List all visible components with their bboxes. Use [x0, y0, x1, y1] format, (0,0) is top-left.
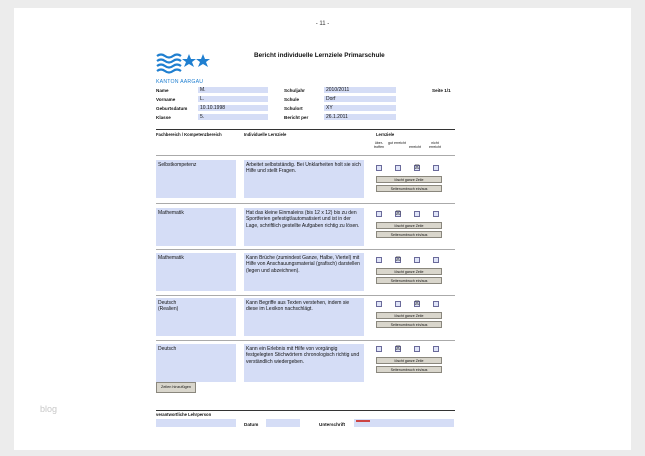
- row-3-check-1[interactable]: ☒: [395, 257, 401, 263]
- label-lehrperson: verantwortliche Lehrperson: [156, 412, 212, 417]
- row-2-delete-button[interactable]: löscht ganze Zeile: [376, 222, 442, 229]
- row-divider: [156, 340, 455, 341]
- row-5-delete-button[interactable]: löscht ganze Zeile: [376, 357, 442, 364]
- row-5-pagebreak-button[interactable]: Seitenumbruch ein/aus: [376, 366, 442, 373]
- vorname-field[interactable]: L.: [198, 96, 268, 102]
- label-bericht-per: Bericht per: [284, 115, 309, 120]
- schulort-field[interactable]: XY: [324, 105, 396, 111]
- row-1-fachbereich[interactable]: Selbstkompetenz: [156, 160, 236, 198]
- row-divider: [156, 249, 455, 250]
- header-rule-top: [156, 129, 455, 130]
- row-1-check-1[interactable]: [395, 165, 401, 171]
- rating-header-3: nicht erreicht: [429, 141, 441, 150]
- row-1-check-2[interactable]: ☒: [414, 165, 420, 171]
- label-vorname: Vorname: [156, 97, 176, 102]
- lehrperson-field[interactable]: [156, 419, 236, 427]
- label-schulort: Schulort: [284, 106, 303, 111]
- row-4-lernziel[interactable]: Kann Begriffe aus Texten verstehen, indem sie diese im Lexikon nachschlägt.: [244, 298, 364, 336]
- row-2-check-0[interactable]: [376, 211, 382, 217]
- kanton-aargau-logo: [156, 52, 218, 78]
- page-number: - 11 -: [315, 21, 330, 27]
- seite-label: Seite 1/1: [432, 88, 451, 93]
- row-1-lernziel[interactable]: Arbeitet selbstständig. Bei Unklarheiten holt sie sich Hilfe und stellt Fragen.: [244, 160, 364, 198]
- footer-rule: [156, 410, 455, 411]
- label-geburtsdatum: Geburtsdatum: [156, 106, 188, 111]
- row-3-pagebreak-button[interactable]: Seitenumbruch ein/aus: [376, 277, 442, 284]
- datum-field[interactable]: [266, 419, 300, 427]
- row-4-pagebreak-button[interactable]: Seitenumbruch ein/aus: [376, 321, 442, 328]
- add-row-button[interactable]: Zeilen hinzufügen: [156, 382, 196, 393]
- row-4-check-2[interactable]: ☒: [414, 301, 420, 307]
- row-5-check-2[interactable]: [414, 346, 420, 352]
- row-4-delete-button[interactable]: löscht ganze Zeile: [376, 312, 442, 319]
- row-2-check-2[interactable]: [414, 211, 420, 217]
- row-divider: [156, 155, 455, 156]
- row-3-lernziel[interactable]: Kann Brüche (zumindest Ganze, Halbe, Viertel) mit Hilfe von Anschauungsmaterial (grafisch) darstellen (legen und abzeichnen).: [244, 253, 364, 291]
- label-datum: Datum: [244, 422, 259, 427]
- bericht-per-field[interactable]: 26.1.2011: [324, 114, 396, 120]
- row-3-delete-button[interactable]: löscht ganze Zeile: [376, 268, 442, 275]
- label-unterschrift: Unterschrift: [319, 422, 346, 427]
- row-4-check-3[interactable]: [433, 301, 439, 307]
- row-2-fachbereich[interactable]: Mathematik: [156, 208, 236, 246]
- row-divider: [156, 203, 455, 204]
- row-1-check-3[interactable]: [433, 165, 439, 171]
- row-3-check-3[interactable]: [433, 257, 439, 263]
- row-1-check-0[interactable]: [376, 165, 382, 171]
- row-1-delete-button[interactable]: löscht ganze Zeile: [376, 176, 442, 183]
- row-5-fachbereich[interactable]: Deutsch: [156, 344, 236, 382]
- label-name: Name: [156, 88, 169, 93]
- rating-header-2: erreicht: [409, 145, 421, 149]
- row-4-check-1[interactable]: [395, 301, 401, 307]
- watermark: blog: [40, 404, 58, 414]
- row-5-check-3[interactable]: [433, 346, 439, 352]
- col-lernziele: Individuelle Lernziele: [244, 132, 287, 137]
- schule-field[interactable]: Dorf: [324, 96, 396, 102]
- row-2-pagebreak-button[interactable]: Seitenumbruch ein/aus: [376, 231, 442, 238]
- row-5-lernziel[interactable]: Kann ein Erlebnis mit Hilfe von vorgängig festgelegten Stichwörtern chronologisch richtig und verständlich wiedergeben.: [244, 344, 364, 382]
- row-2-check-3[interactable]: [433, 211, 439, 217]
- row-1-pagebreak-button[interactable]: Seitenumbruch ein/aus: [376, 185, 442, 192]
- geburtsdatum-field[interactable]: 10.10.1998: [198, 105, 268, 111]
- row-2-check-1[interactable]: ☒: [395, 211, 401, 217]
- rating-header-0: über-troffen: [373, 141, 385, 150]
- row-4-fachbereich[interactable]: Deutsch (Realien): [156, 298, 236, 336]
- row-3-check-2[interactable]: [414, 257, 420, 263]
- klasse-field[interactable]: 5.: [198, 114, 268, 120]
- row-3-check-0[interactable]: [376, 257, 382, 263]
- row-3-fachbereich[interactable]: Mathematik: [156, 253, 236, 291]
- row-divider: [156, 295, 455, 296]
- schuljahr-field[interactable]: 2010/2011: [324, 87, 396, 93]
- name-field[interactable]: M.: [198, 87, 268, 93]
- logo-text: KANTON AARGAU: [156, 79, 204, 85]
- label-schule: Schule: [284, 97, 300, 102]
- signature-mark: [356, 420, 370, 422]
- col-lernziele-rating: Lernziele: [376, 132, 395, 137]
- row-4-check-0[interactable]: [376, 301, 382, 307]
- rating-header-1: gut erreicht: [388, 141, 406, 145]
- row-2-lernziel[interactable]: Hat das kleine Einmaleins (bis 12 x 12) bis zu den Sportferien gefestigt/automatisiert und ist in der Lage, schriftlich gestellte Aufgaben richtig zu lösen.: [244, 208, 364, 246]
- col-fachbereich: Fachbereich / Kompetenzbereich: [156, 132, 222, 137]
- row-5-check-0[interactable]: [376, 346, 382, 352]
- document-title: Bericht individuelle Lernziele Primarschule: [254, 52, 385, 59]
- row-5-check-1[interactable]: ☒: [395, 346, 401, 352]
- label-klasse: Klasse: [156, 115, 171, 120]
- label-schuljahr: Schuljahr: [284, 88, 305, 93]
- document-page: [14, 8, 631, 450]
